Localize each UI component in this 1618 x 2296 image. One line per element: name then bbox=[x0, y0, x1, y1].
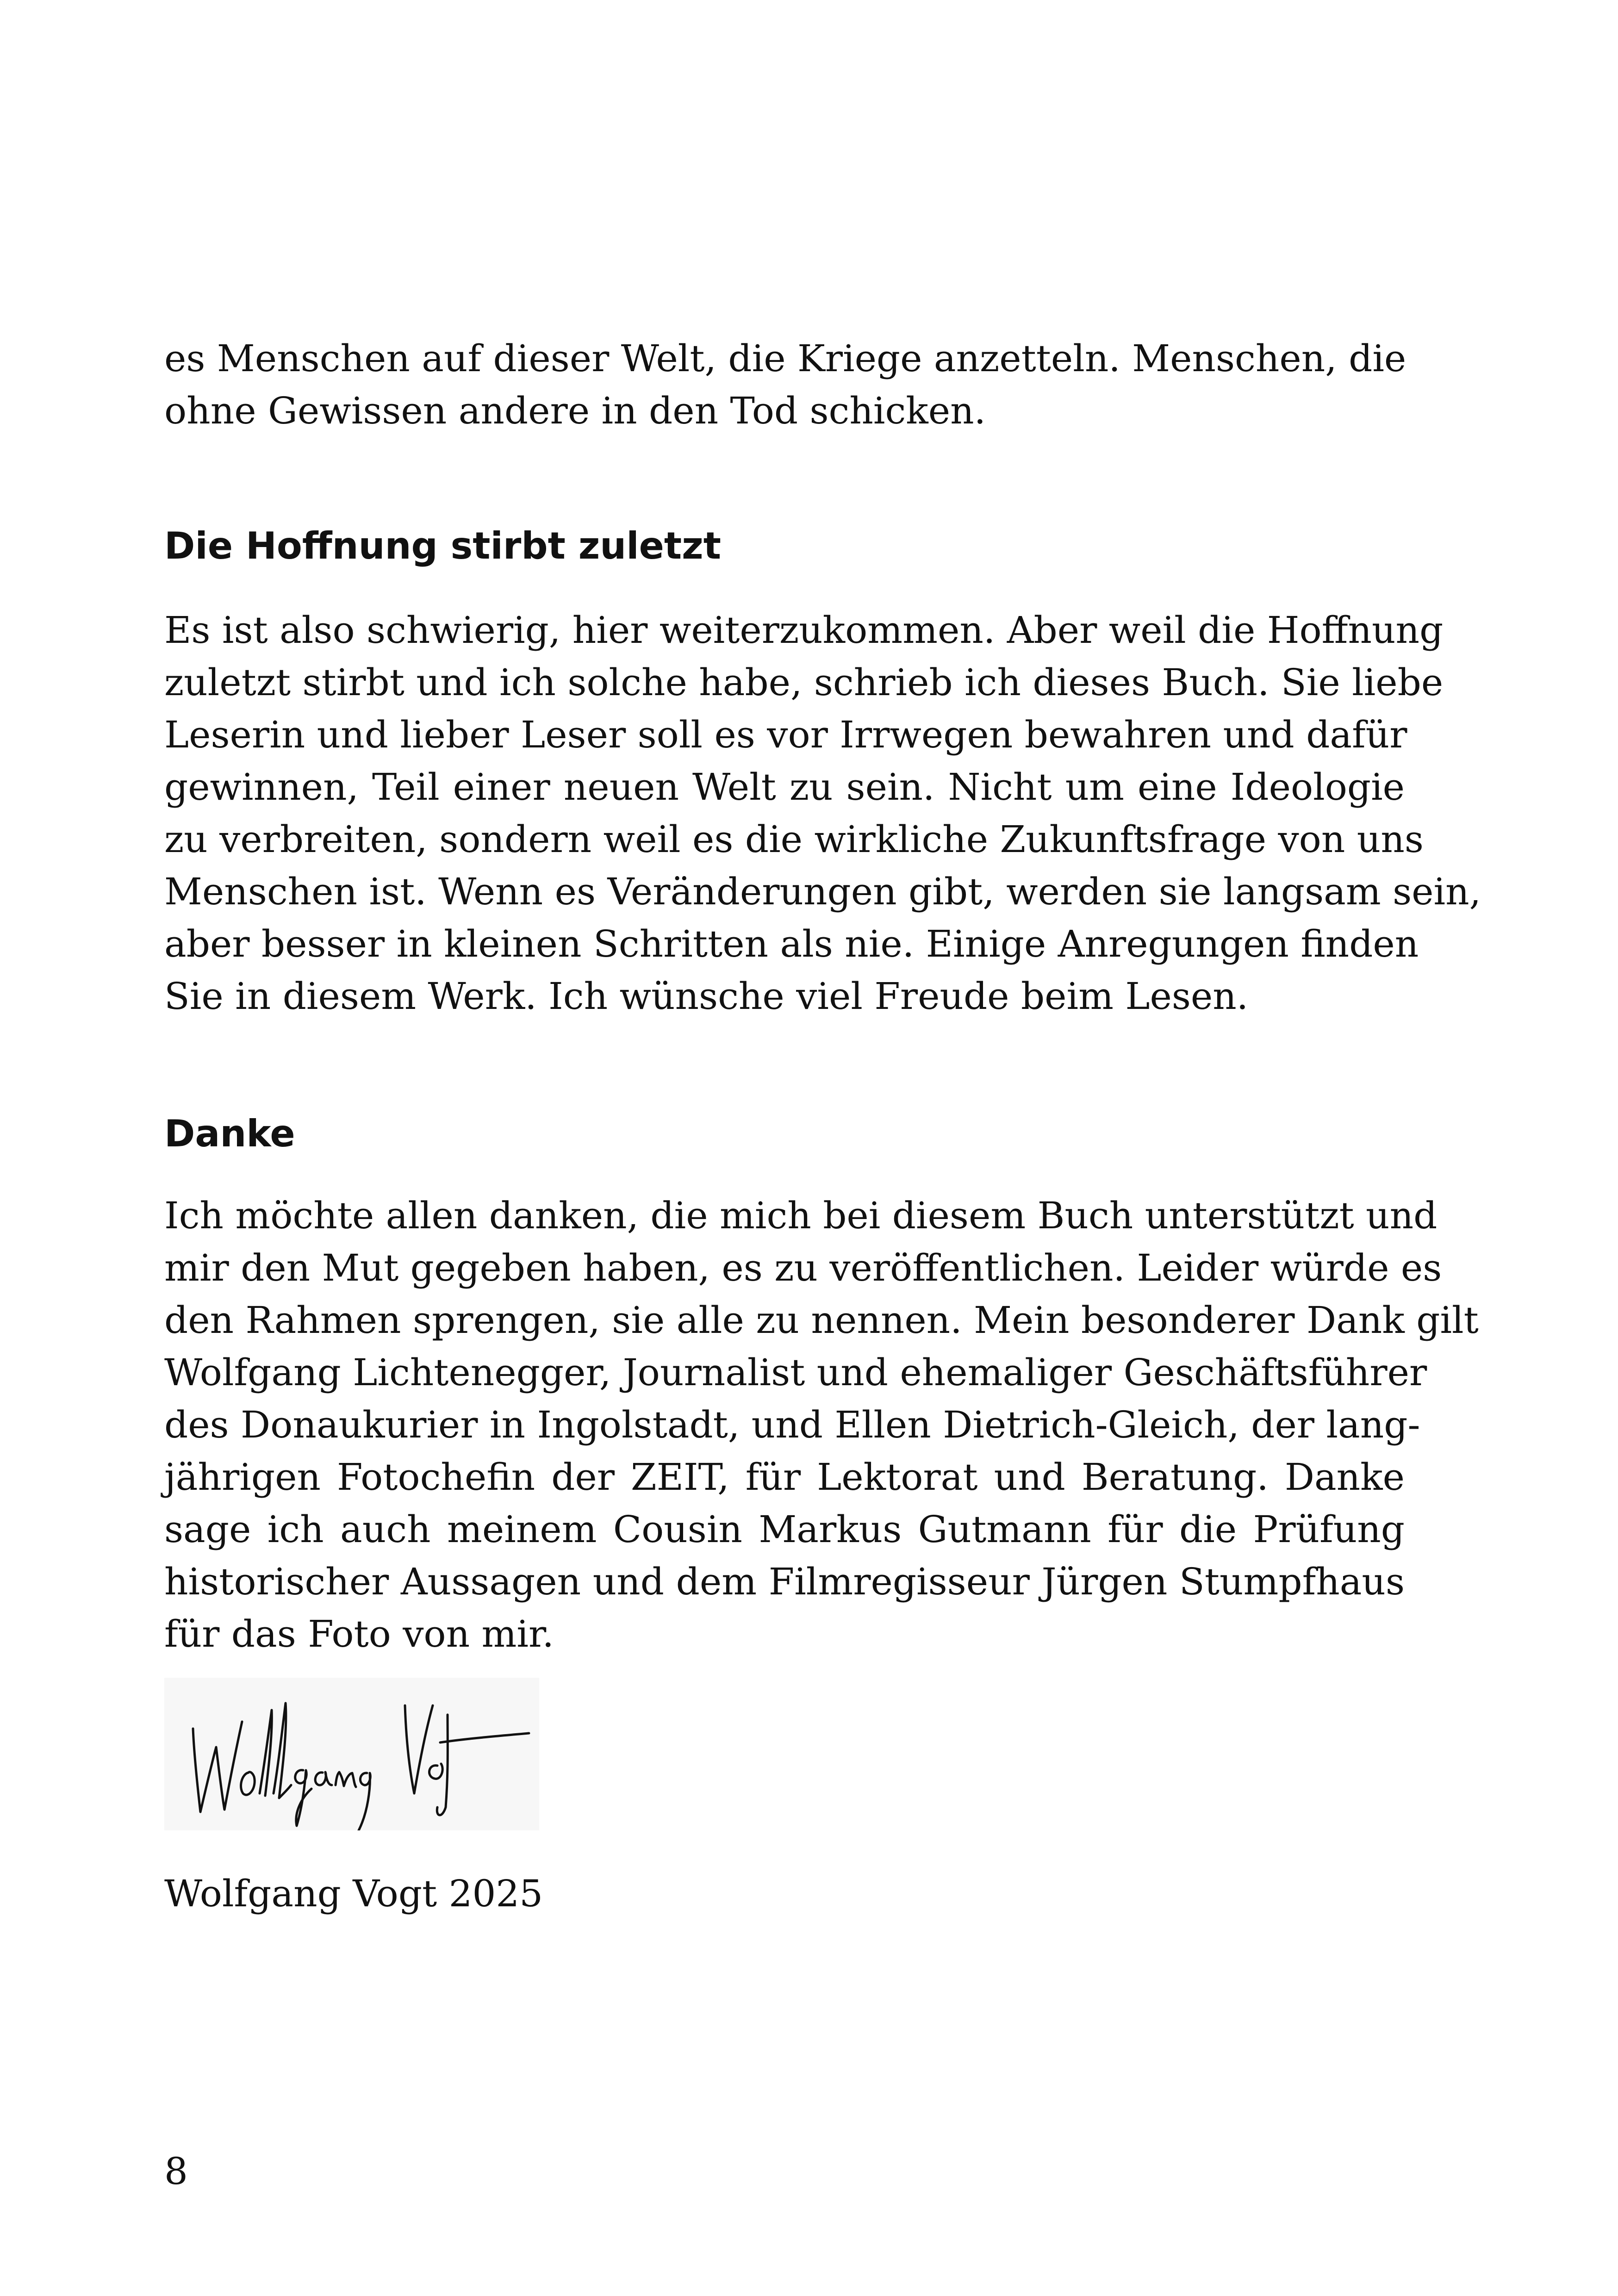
text-line: ohne Gewissen andere in den Tod schicken. bbox=[164, 389, 986, 432]
text-line: des Donaukurier in Ingolstadt, und Ellen Dietrich-Gleich, der lang- bbox=[164, 1403, 1420, 1446]
text-line: historischer Aussagen und dem Filmregisseur Jürgen Stumpfhaus bbox=[164, 1560, 1405, 1603]
handwritten-signature bbox=[164, 1678, 539, 1830]
text-line: mir den Mut gegeben haben, es zu veröffentlichen. Leider würde es bbox=[164, 1246, 1442, 1289]
danke-paragraph bbox=[164, 1189, 1479, 1660]
text-line: aber besser in kleinen Schritten als nie. Einige Anregungen finden bbox=[164, 922, 1419, 965]
text-line: für das Foto von mir. bbox=[164, 1612, 554, 1655]
text-line: sage ich auch meinem Cousin Markus Gutmann für die Prüfung bbox=[164, 1508, 1405, 1551]
section-heading-danke: Danke bbox=[164, 1112, 295, 1155]
text-line: Wolfgang Lichtenegger, Journalist und ehemaliger Geschäftsführer bbox=[164, 1351, 1427, 1394]
text-line: Es ist also schwierig, hier weiterzukommen. Aber weil die Hoffnung bbox=[164, 609, 1444, 652]
text-line: Sie in diesem Werk. Ich wünsche viel Freude beim Lesen. bbox=[164, 975, 1249, 1018]
text-line: Ich möchte allen danken, die mich bei diesem Buch unterstützt und bbox=[164, 1194, 1438, 1237]
text-line: es Menschen auf dieser Welt, die Kriege anzetteln. Menschen, die bbox=[164, 337, 1406, 380]
text-line: Leserin und lieber Leser soll es vor Irrwegen bewahren und dafür bbox=[164, 713, 1407, 756]
text-line: zu verbreiten, sondern weil es die wirkliche Zukunftsfrage von uns bbox=[164, 818, 1424, 861]
text-line: zuletzt stirbt und ich solche habe, schrieb ich dieses Buch. Sie liebe bbox=[164, 661, 1444, 704]
hoffnung-paragraph bbox=[164, 604, 1481, 1022]
section-heading-hoffnung: Die Hoffnung stirbt zuletzt bbox=[164, 524, 721, 567]
page-number: 8 bbox=[164, 2150, 188, 2193]
author-name-date: Wolfgang Vogt 2025 bbox=[164, 1872, 543, 1915]
text-line: gewinnen, Teil einer neuen Welt zu sein. Nicht um eine Ideologie bbox=[164, 765, 1405, 809]
text-line: jährigen Fotochefin der ZEIT, für Lektorat und Beratung. Danke bbox=[164, 1456, 1405, 1499]
text-line: Menschen ist. Wenn es Veränderungen gibt, werden sie langsam sein, bbox=[164, 870, 1481, 913]
intro-paragraph bbox=[164, 332, 1405, 437]
text-line: den Rahmen sprengen, sie alle zu nennen. Mein besonderer Dank gilt bbox=[164, 1299, 1479, 1342]
